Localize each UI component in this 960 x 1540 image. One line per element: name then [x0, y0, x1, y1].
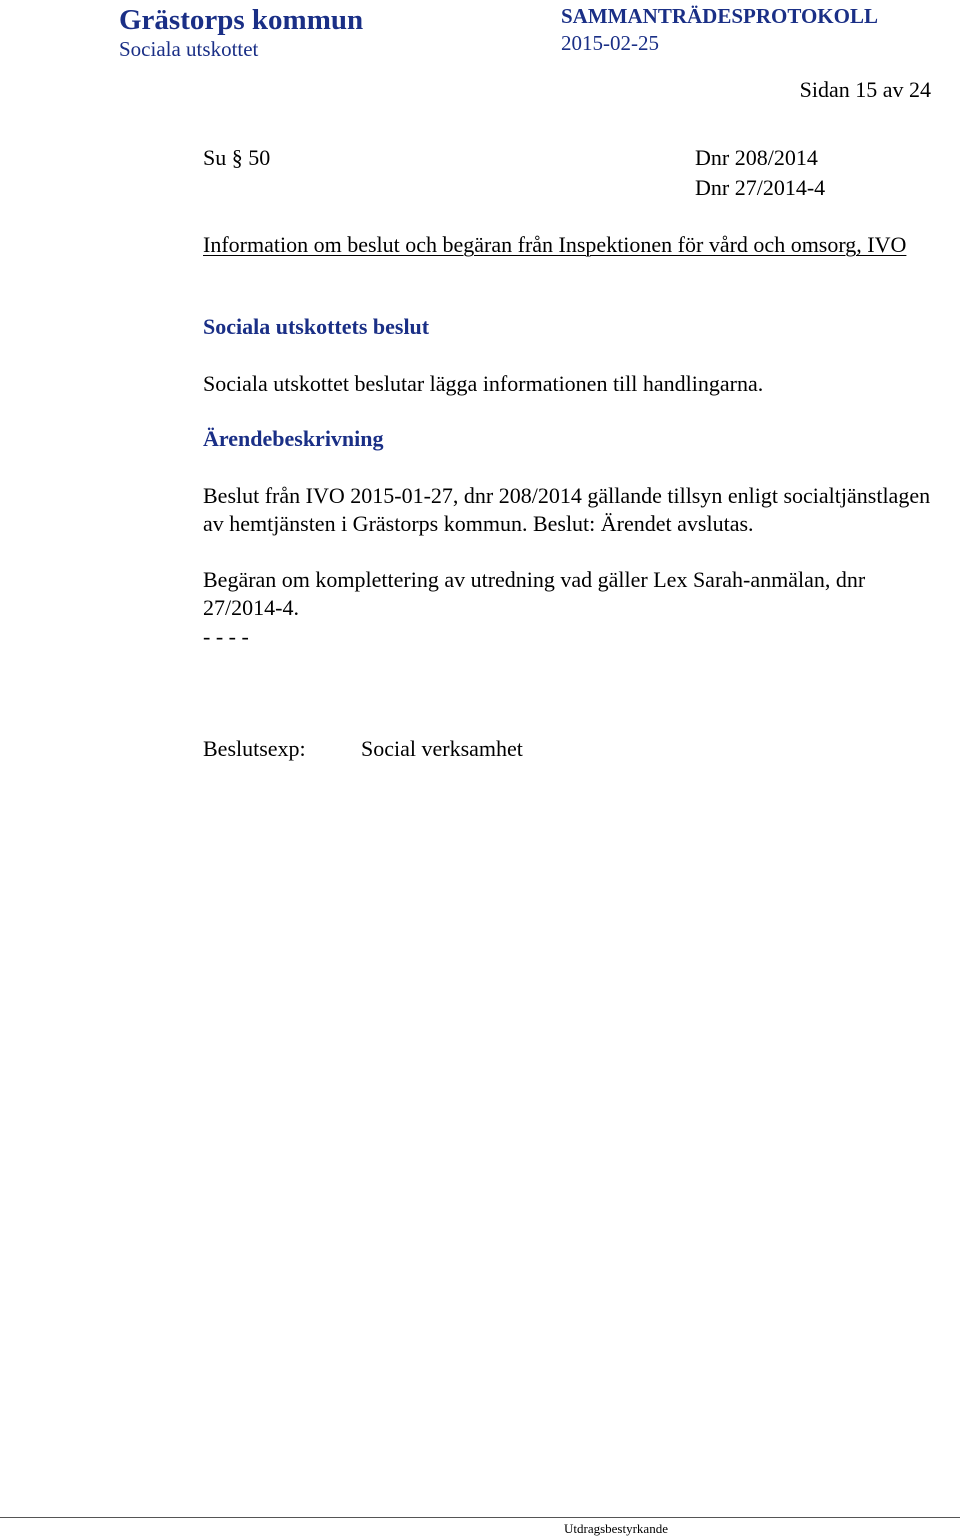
dnr-secondary: Dnr 27/2014-4	[695, 175, 826, 200]
description-paragraph: Begäran om komplettering av utredning vad gäller Lex Sarah-anmälan, dnr 27/2014-4.	[203, 567, 866, 620]
item-title: Information om beslut och begäran från Inspektionen för vård och omsorg, IVO	[203, 232, 907, 257]
decision-text: Sociala utskottet beslutar lägga informationen till handlingarna.	[203, 371, 764, 396]
certification-label: Utdragsbestyrkande	[564, 1521, 668, 1536]
page-number: Sidan 15 av 24	[799, 77, 931, 102]
dispatch-recipient: Social verksamhet	[361, 736, 523, 761]
description-paragraph: Beslut från IVO 2015-01-27, dnr 208/2014 gällande tillsyn enligt socialtjänstlagen av hemtjänsten i Grästorps kommun. Beslut: Ärendet avslutas.	[203, 483, 931, 536]
section-separator: - - - -	[203, 624, 249, 649]
description-heading: Ärendebeskrivning	[203, 426, 384, 451]
dnr-primary: Dnr 208/2014	[695, 145, 818, 170]
committee-name: Sociala utskottet	[119, 37, 259, 61]
meeting-date: 2015-02-25	[561, 31, 659, 55]
footer-divider	[0, 1517, 960, 1518]
dispatch-label: Beslutsexp:	[203, 736, 306, 761]
document-type: SAMMANTRÄDESPROTOKOLL	[561, 4, 878, 28]
organization-name: Grästorps kommun	[119, 4, 364, 36]
decision-heading: Sociala utskottets beslut	[203, 314, 430, 339]
paragraph-number: Su § 50	[203, 145, 271, 170]
